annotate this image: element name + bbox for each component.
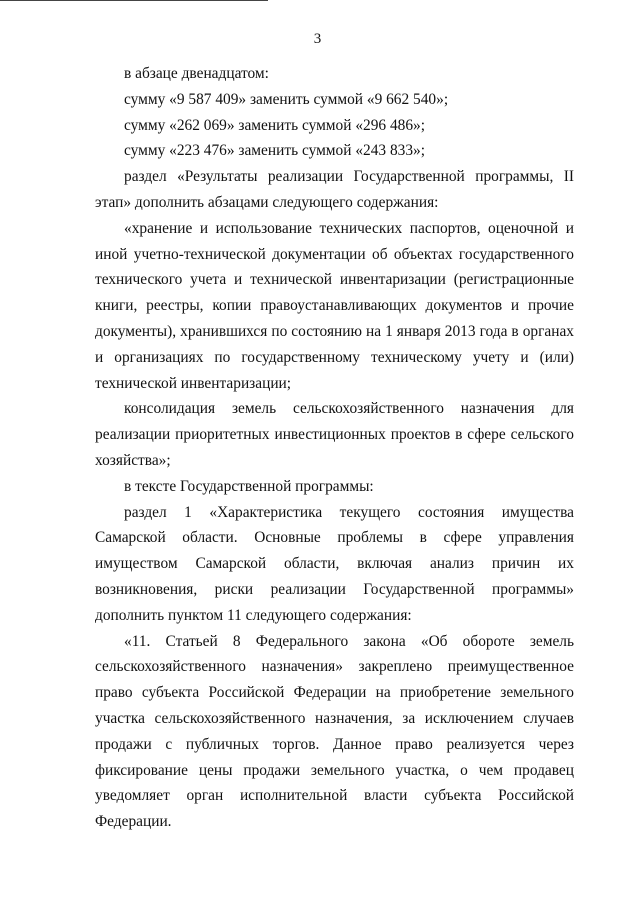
paragraph-2: сумму «9 587 409» заменить суммой «9 662 540»; (124, 90, 449, 108)
document-body (95, 61, 574, 835)
paragraph-1: в абзаце двенадцатом: (124, 65, 269, 82)
page-number: 3 (313, 31, 322, 47)
paragraph-4: сумму «223 476» заменить суммой «243 833»; (124, 142, 426, 160)
paragraph-5: раздел «Результаты реализации Государственной программы, II этап» дополнить абзацами следующего содержания: (95, 168, 574, 211)
paragraph-7: консолидация земель сельскохозяйственного назначения для реализации приоритетных инвестиционных проектов в сфере сельского хозяйства»; (95, 400, 574, 469)
paragraph-9: раздел 1 «Характеристика текущего состояния имущества Самарской области. Основные проблемы в сфере управления имуществом Самарской области, включая анализ причин их возникновения, риски реализации Государственной программы» дополнить пунктом 11 следующего содержания: (95, 503, 574, 624)
paragraph-3: сумму «262 069» заменить суммой «296 486»; (124, 116, 426, 134)
scan-edge-line (0, 0, 268, 1)
paragraph-6: «хранение и использование технических паспортов, оценочной и иной учетно-технической документации об объектах государственного технического учета и технической инвентаризации (регистрационные книги, реестры, копии правоустанавливающих документов и прочие документы), хранившихся по состоянию на 1 января 2013 года в органах и организациях по государственному техническому учету и (или) технической инвентаризации; (95, 219, 574, 392)
paragraph-10: «11. Статьей 8 Федерального закона «Об обороте земель сельскохозяйственного назначения» закреплено преимущественное право субъекта Российской Федерации на приобретение земельного участка сельскохозяйственного назначения, за исключением случаев продажи с публичных торгов. Данное право реализуется через фиксирование цены продажи земельного участка, о чем продавец уведомляет орган исполнительной власти субъекта Российской Федерации. (95, 632, 574, 831)
paragraph-8: в тексте Государственной программы: (124, 477, 374, 495)
